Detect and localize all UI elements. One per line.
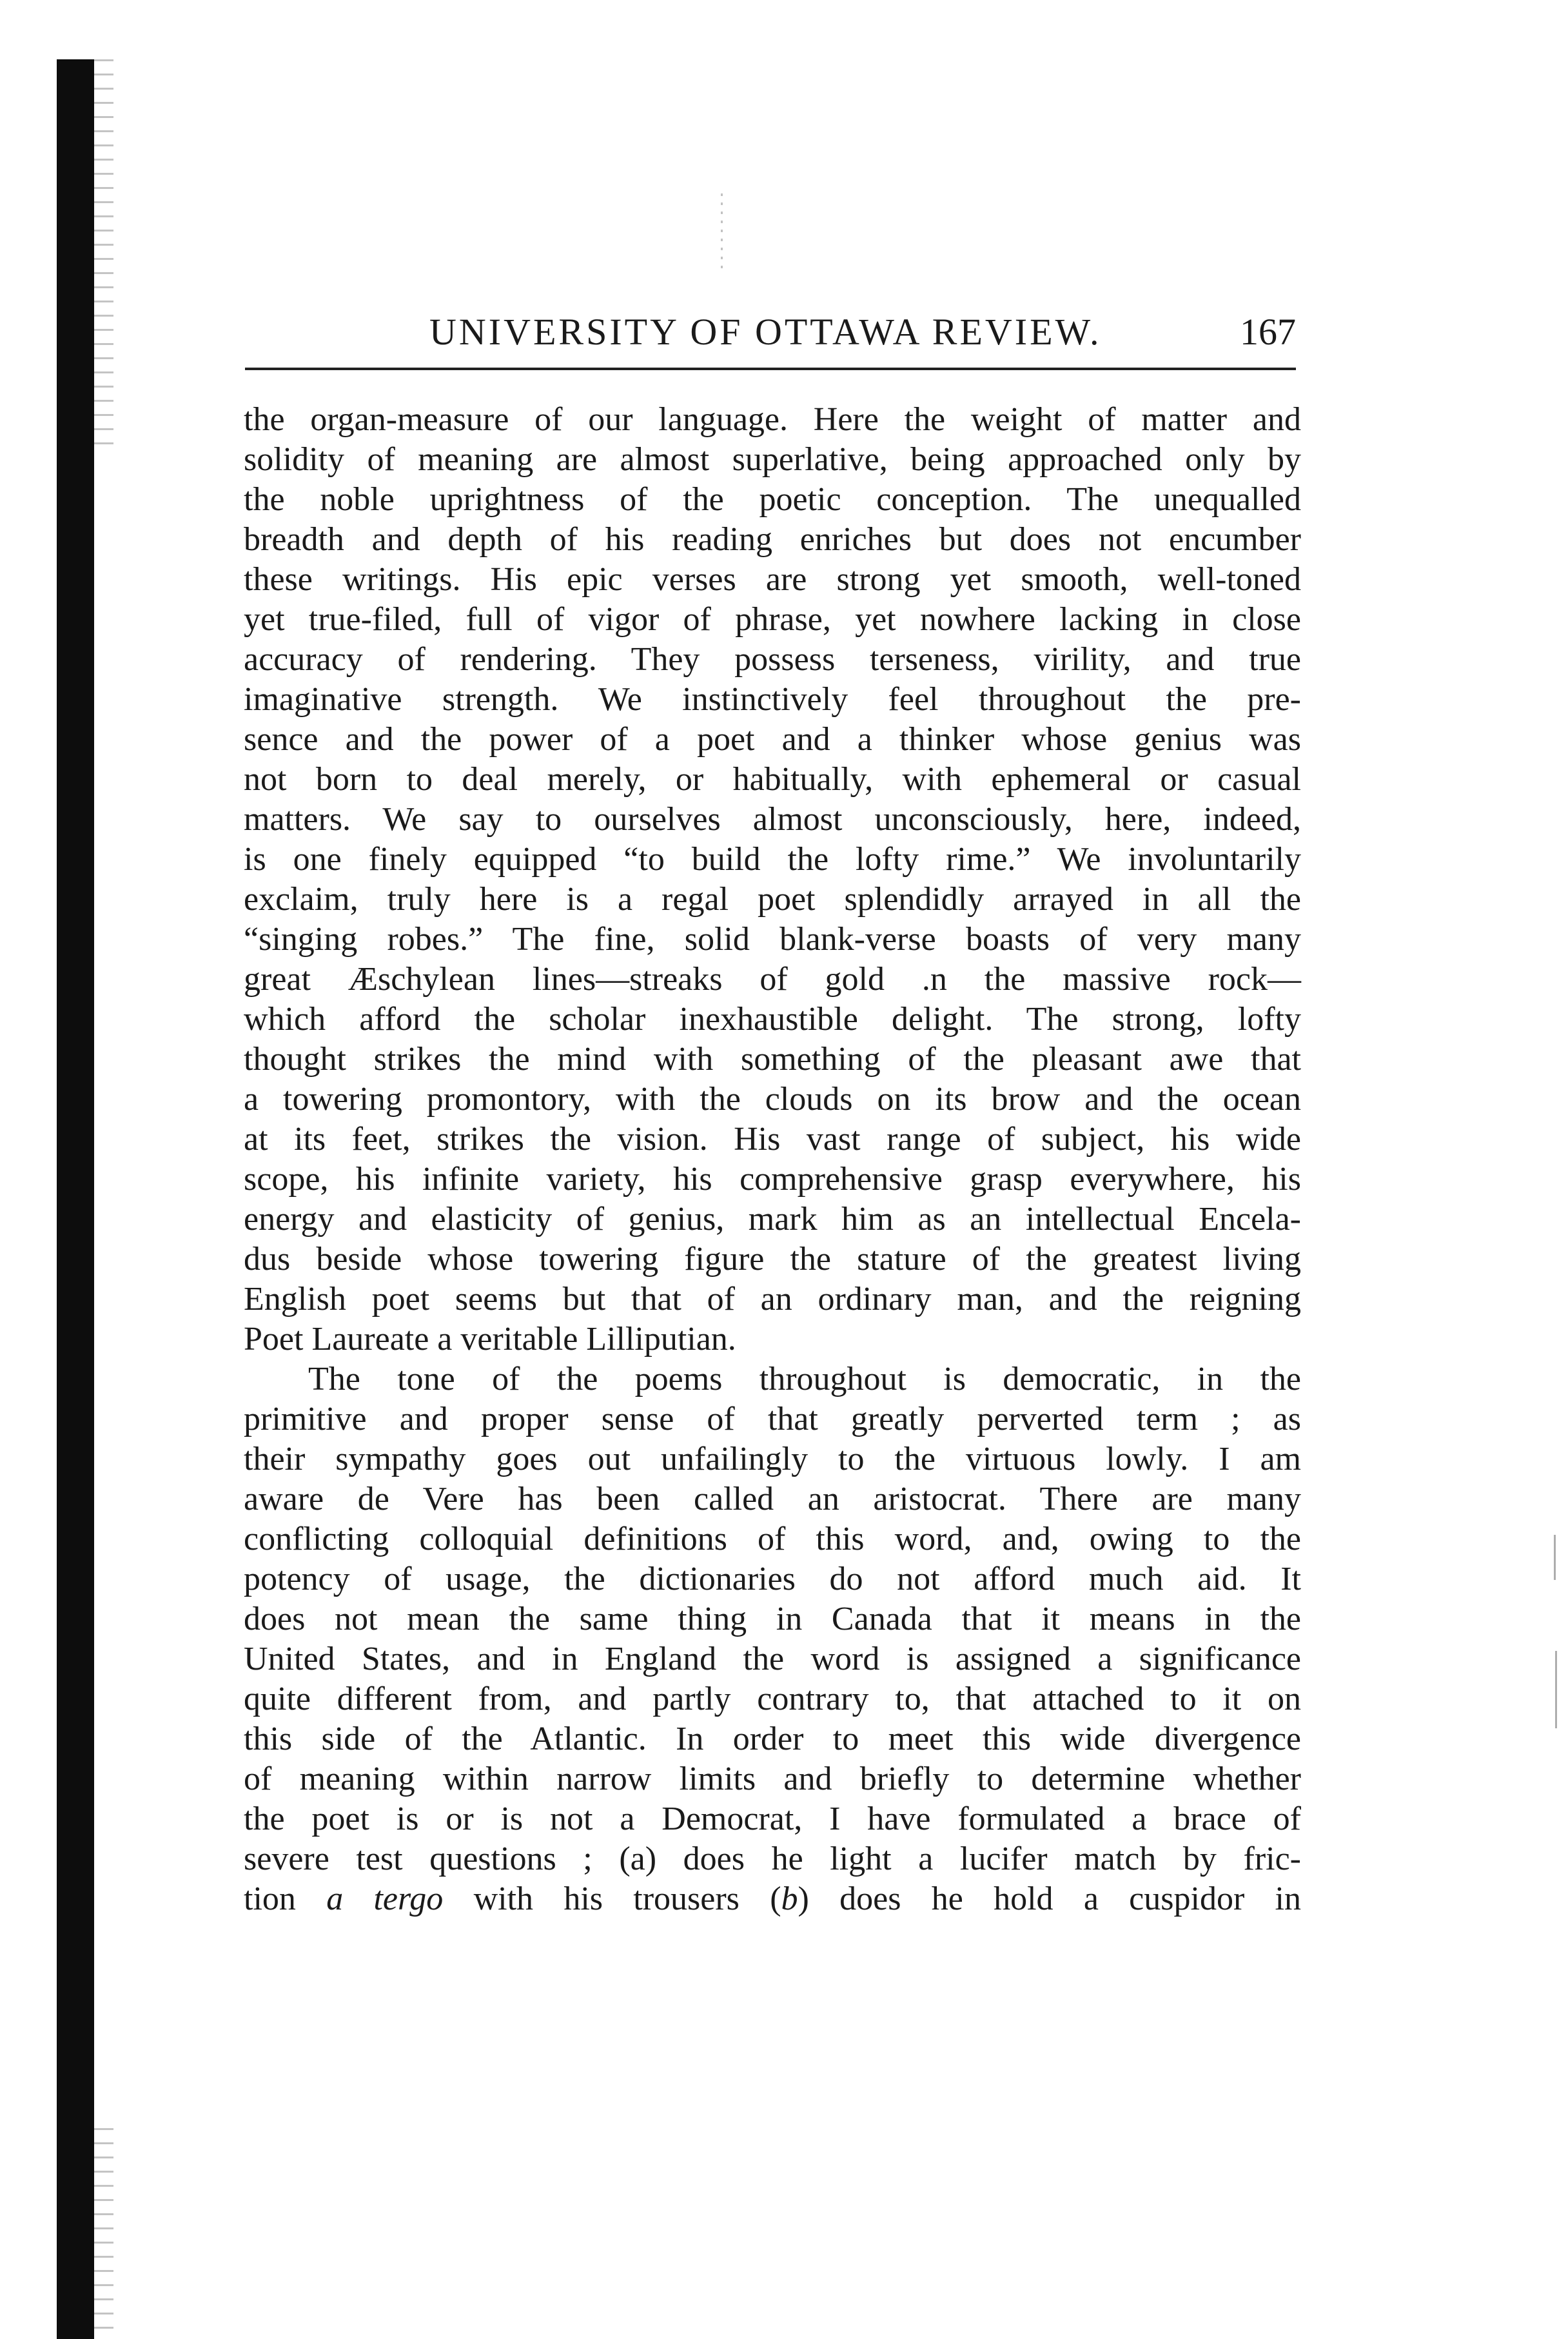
text-line: United States, and in England the word is assigned a significance: [244, 1641, 1301, 1677]
text-line: the noble uprightness of the poetic conception. The unequalled: [244, 481, 1301, 518]
scan-mark-center: [721, 193, 723, 271]
final-line-pre: tion: [244, 1880, 327, 1917]
text-line: does not mean the same thing in Canada that it means in the: [244, 1601, 1301, 1637]
final-line-italic: a tergo: [326, 1880, 444, 1917]
text-line: exclaim, truly here is a regal poet splendidly arrayed in all the: [244, 881, 1301, 918]
text-line: imaginative strength. We instinctively feel throughout the pre-: [244, 681, 1301, 718]
text-line: “singing robes.” The fine, solid blank-verse boasts of very many: [244, 921, 1301, 958]
paragraph-1: [244, 400, 1301, 1359]
text-line: aware de Vere has been called an aristocrat. There are many: [244, 1481, 1301, 1517]
text-line: solidity of meaning are almost superlative, being approached only by: [244, 441, 1301, 478]
text-line: primitive and proper sense of that greatly perverted term ; as: [244, 1401, 1301, 1437]
text-line: quite different from, and partly contrary to, that attached to it on: [244, 1681, 1301, 1717]
text-line: energy and elasticity of genius, mark him as an intellectual Encela-: [244, 1201, 1301, 1238]
text-line: their sympathy goes out unfailingly to the virtuous lowly. I am: [244, 1441, 1301, 1477]
running-title: UNIVERSITY OF OTTAWA REVIEW.: [429, 311, 1102, 353]
text-line: English poet seems but that of an ordinary man, and the reigning: [244, 1281, 1301, 1318]
text-line-final: [244, 1879, 1301, 1919]
text-line: this side of the Atlantic. In order to meet this wide divergence: [244, 1721, 1301, 1757]
text-line: scope, his infinite variety, his comprehensive grasp everywhere, his: [244, 1161, 1301, 1198]
scan-speckle-top: [94, 59, 113, 446]
text-line: not born to deal merely, or habitually, with ephemeral or casual: [244, 761, 1301, 798]
text-line: Poet Laureate a veritable Lilliputian.: [244, 1321, 736, 1357]
text-line: matters. We say to ourselves almost unconsciously, here, indeed,: [244, 801, 1301, 838]
text-line: of meaning within narrow limits and briefly to determine whether: [244, 1761, 1301, 1797]
final-line-mid: with his trousers (: [443, 1880, 781, 1917]
text-line: accuracy of rendering. They possess terseness, virility, and true: [244, 641, 1301, 678]
text-line: The tone of the poems throughout is democratic, in the: [308, 1361, 1301, 1397]
text-line: is one finely equipped “to build the lofty rime.” We involuntarily: [244, 841, 1301, 878]
final-line-italic-b: b: [781, 1880, 798, 1917]
text-line: the organ-measure of our language. Here the weight of matter and: [244, 401, 1301, 438]
text-line: potency of usage, the dictionaries do not afford much aid. It: [244, 1561, 1301, 1597]
text-line: dus beside whose towering figure the stature of the greatest living: [244, 1241, 1301, 1278]
text-line: at its feet, strikes the vision. His vast range of subject, his wide: [244, 1121, 1301, 1158]
scan-mark-right-2: [1555, 1651, 1557, 1728]
scan-binding-edge: [57, 59, 94, 2339]
scan-mark-right-1: [1554, 1535, 1556, 1580]
page-header: [239, 303, 1296, 361]
page-number: 167: [1240, 311, 1296, 353]
text-line: great Æschylean lines—streaks of gold .n the massive rock—: [244, 961, 1301, 998]
header-rule: [245, 368, 1296, 370]
text-line: conflicting colloquial definitions of this word, and, owing to the: [244, 1521, 1301, 1557]
text-line: the poet is or is not a Democrat, I have formulated a brace of: [244, 1801, 1301, 1837]
paragraph-2: [244, 1359, 1301, 1919]
text-line: severe test questions ; (a) does he light a lucifer match by fric-: [244, 1841, 1301, 1877]
body-text: [244, 400, 1301, 1919]
text-line: which afford the scholar inexhaustible delight. The strong, lofty: [244, 1001, 1301, 1038]
text-line: sence and the power of a poet and a thinker whose genius was: [244, 721, 1301, 758]
text-line: a towering promontory, with the clouds on its brow and the ocean: [244, 1081, 1301, 1118]
text-line: breadth and depth of his reading enriches but does not encumber: [244, 521, 1301, 558]
scan-speckle-bottom: [94, 2128, 113, 2334]
text-line: these writings. His epic verses are strong yet smooth, well-toned: [244, 561, 1301, 598]
final-line-post: ) does he hold a cuspidor in: [798, 1880, 1301, 1917]
text-line: yet true-filed, full of vigor of phrase, yet nowhere lacking in close: [244, 601, 1301, 638]
text-line: thought strikes the mind with something of the pleasant awe that: [244, 1041, 1301, 1078]
